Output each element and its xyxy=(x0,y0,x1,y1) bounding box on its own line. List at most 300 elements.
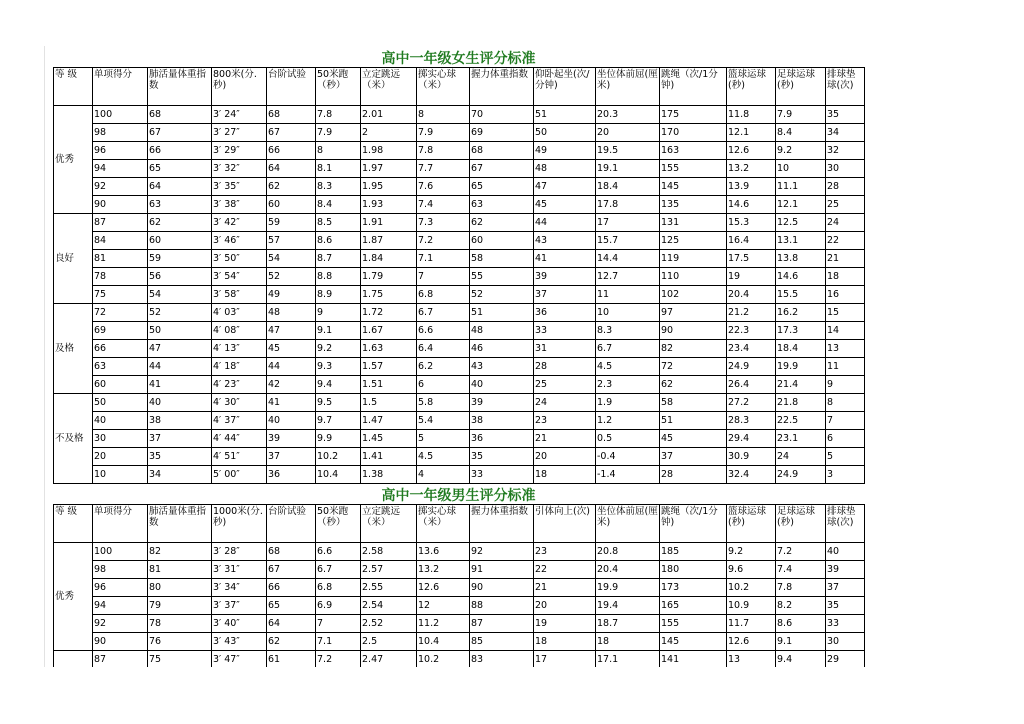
column-header: 握力体重指数 xyxy=(470,505,534,543)
table-cell: 1.45 xyxy=(361,430,417,448)
table-cell: 69 xyxy=(93,322,148,340)
table-cell: 62 xyxy=(148,214,212,232)
column-header: 肺活量体重指数 xyxy=(148,68,212,106)
table-cell: 45 xyxy=(534,196,596,214)
table-cell: 175 xyxy=(660,106,727,124)
table-row xyxy=(54,358,865,376)
table-cell: 75 xyxy=(148,651,212,669)
table-cell: 11.7 xyxy=(727,615,776,633)
table-row xyxy=(54,106,865,124)
table-cell: 9.4 xyxy=(776,651,826,669)
table-cell: 2.3 xyxy=(596,376,660,394)
table-cell: 16 xyxy=(826,286,865,304)
table-cell: 17.3 xyxy=(776,322,826,340)
table-cell: 11 xyxy=(826,358,865,376)
table-row xyxy=(54,633,865,651)
table-cell: 65 xyxy=(148,160,212,178)
table-cell: 15.3 xyxy=(727,214,776,232)
table-cell: 68 xyxy=(267,543,316,561)
table-cell: 9.2 xyxy=(776,142,826,160)
table-cell: 5.8 xyxy=(417,394,470,412)
table-cell: 10 xyxy=(93,466,148,484)
table-cell: 98 xyxy=(93,124,148,142)
table-cell: 13 xyxy=(727,651,776,669)
table-cell: 18 xyxy=(596,633,660,651)
table-cell: 21 xyxy=(534,430,596,448)
table-cell: 5.4 xyxy=(417,412,470,430)
table-cell: 9.4 xyxy=(316,376,361,394)
table-cell: 10.2 xyxy=(316,448,361,466)
table-cell: 1.67 xyxy=(361,322,417,340)
table-cell: 40 xyxy=(148,394,212,412)
table-cell: 9.9 xyxy=(316,430,361,448)
table-cell: 10.4 xyxy=(316,466,361,484)
table-cell: 18.4 xyxy=(596,178,660,196)
table-cell: 6.9 xyxy=(316,597,361,615)
table-cell: 65 xyxy=(470,178,534,196)
table-cell: 9.2 xyxy=(316,340,361,358)
table-cell: 63 xyxy=(93,358,148,376)
table-cell: 66 xyxy=(148,142,212,160)
table-cell: 3′ 46″ xyxy=(212,232,267,250)
table-row xyxy=(54,448,865,466)
table-cell: 145 xyxy=(660,178,727,196)
table-cell: 19 xyxy=(727,268,776,286)
table-cell: 1.79 xyxy=(361,268,417,286)
table-cell: 45 xyxy=(267,340,316,358)
table-cell: 24 xyxy=(776,448,826,466)
column-header: 立定跳远（米） xyxy=(361,68,417,106)
column-header: 篮球运球(秒) xyxy=(727,505,776,543)
table-cell: 69 xyxy=(470,124,534,142)
table-cell: 4′ 23″ xyxy=(212,376,267,394)
column-header: 单项得分 xyxy=(93,68,148,106)
table-cell: 35 xyxy=(826,597,865,615)
table-cell: 64 xyxy=(267,160,316,178)
table-cell: 6.4 xyxy=(417,340,470,358)
table-cell: 2 xyxy=(361,124,417,142)
table-cell: 9.1 xyxy=(776,633,826,651)
table-cell: 24 xyxy=(826,214,865,232)
table-cell: 17 xyxy=(534,651,596,669)
table-cell: 3′ 42″ xyxy=(212,214,267,232)
table-cell: 15 xyxy=(826,304,865,322)
table-cell: 58 xyxy=(660,394,727,412)
table-cell: 84 xyxy=(93,232,148,250)
table-cell: 8.3 xyxy=(596,322,660,340)
table-cell: 8 xyxy=(417,106,470,124)
table-cell: 173 xyxy=(660,579,727,597)
boys-scoring-table xyxy=(53,504,865,669)
table-cell: 3′ 37″ xyxy=(212,597,267,615)
table-cell: 13.9 xyxy=(727,178,776,196)
table-cell: 48 xyxy=(470,322,534,340)
column-header: 足球运球(秒) xyxy=(776,68,826,106)
table-cell: 52 xyxy=(470,286,534,304)
table-cell: 12.1 xyxy=(727,124,776,142)
girls-header-row xyxy=(54,68,865,106)
table-cell: 48 xyxy=(267,304,316,322)
table-cell: 94 xyxy=(93,160,148,178)
table-cell: 81 xyxy=(148,561,212,579)
table-cell: 23.4 xyxy=(727,340,776,358)
column-header: 握力体重指数 xyxy=(470,68,534,106)
table-cell: 14.6 xyxy=(727,196,776,214)
table-cell: 163 xyxy=(660,142,727,160)
table-cell: 63 xyxy=(148,196,212,214)
table-cell: 17.8 xyxy=(596,196,660,214)
table-cell: 1.63 xyxy=(361,340,417,358)
table-cell: 60 xyxy=(267,196,316,214)
table-cell: 1.47 xyxy=(361,412,417,430)
table-cell: 32.4 xyxy=(727,466,776,484)
table-cell: 25 xyxy=(534,376,596,394)
table-cell: 62 xyxy=(267,178,316,196)
table-cell: 14.4 xyxy=(596,250,660,268)
table-cell: 37 xyxy=(660,448,727,466)
table-cell: 85 xyxy=(470,633,534,651)
table-cell: 8.6 xyxy=(776,615,826,633)
table-cell: 87 xyxy=(93,214,148,232)
table-cell: 12.6 xyxy=(727,142,776,160)
table-cell: 90 xyxy=(93,196,148,214)
table-cell: 36 xyxy=(470,430,534,448)
table-cell: 67 xyxy=(267,561,316,579)
table-cell: 4.5 xyxy=(596,358,660,376)
table-cell: 12.5 xyxy=(776,214,826,232)
column-header: 坐位体前屈(厘米) xyxy=(596,505,660,543)
table-cell: 4.5 xyxy=(417,448,470,466)
table-cell: 78 xyxy=(93,268,148,286)
table-cell: 90 xyxy=(93,633,148,651)
table-cell: 1.97 xyxy=(361,160,417,178)
table-cell: 52 xyxy=(148,304,212,322)
table-cell: 34 xyxy=(826,124,865,142)
table-cell: 40 xyxy=(470,376,534,394)
column-header: 仰卧起坐(次/分钟) xyxy=(534,68,596,106)
table-cell: 58 xyxy=(470,250,534,268)
grade-cell: 及格 xyxy=(54,304,93,394)
table-cell: 98 xyxy=(93,561,148,579)
table-cell: 7.4 xyxy=(776,561,826,579)
table-cell: 125 xyxy=(660,232,727,250)
girls-table-title: 高中一年级女生评分标准 xyxy=(381,51,536,67)
table-cell: 59 xyxy=(148,250,212,268)
table-cell: 5 xyxy=(417,430,470,448)
table-row xyxy=(54,651,865,669)
table-cell: 4′ 08″ xyxy=(212,322,267,340)
table-cell: 38 xyxy=(470,412,534,430)
table-cell: 22.3 xyxy=(727,322,776,340)
table-cell: 1.93 xyxy=(361,196,417,214)
table-cell: 60 xyxy=(148,232,212,250)
table-cell: 36 xyxy=(534,304,596,322)
table-cell: 43 xyxy=(470,358,534,376)
table-cell: 9 xyxy=(826,376,865,394)
table-cell: 82 xyxy=(148,543,212,561)
column-header: 排球垫球(次) xyxy=(826,68,865,106)
table-cell: 50 xyxy=(534,124,596,142)
table-cell: 9.6 xyxy=(727,561,776,579)
table-cell: 25 xyxy=(826,196,865,214)
table-cell: 57 xyxy=(267,232,316,250)
column-header: 足球运球(秒) xyxy=(776,505,826,543)
table-cell: 19 xyxy=(534,615,596,633)
table-cell: 3′ 27″ xyxy=(212,124,267,142)
table-cell: 47 xyxy=(148,340,212,358)
table-cell: 6.2 xyxy=(417,358,470,376)
table-cell: 2.5 xyxy=(361,633,417,651)
column-header: 掷实心球（米） xyxy=(417,505,470,543)
table-cell: 19.4 xyxy=(596,597,660,615)
table-cell: 72 xyxy=(93,304,148,322)
table-cell: 12.6 xyxy=(417,579,470,597)
page-margin-line xyxy=(44,46,45,686)
table-row xyxy=(54,124,865,142)
table-cell: 50 xyxy=(148,322,212,340)
table-cell: 63 xyxy=(470,196,534,214)
table-cell: 27.2 xyxy=(727,394,776,412)
table-cell: 54 xyxy=(267,250,316,268)
table-cell: 1.87 xyxy=(361,232,417,250)
table-cell: 37 xyxy=(267,448,316,466)
table-cell: 8.1 xyxy=(316,160,361,178)
table-cell: 2.01 xyxy=(361,106,417,124)
column-header: 800米(分.秒) xyxy=(212,68,267,106)
table-cell: 15.5 xyxy=(776,286,826,304)
table-cell: 21.2 xyxy=(727,304,776,322)
table-cell: 13.2 xyxy=(417,561,470,579)
table-cell: 72 xyxy=(660,358,727,376)
table-cell: 8.9 xyxy=(316,286,361,304)
table-cell: 40 xyxy=(267,412,316,430)
table-cell: 100 xyxy=(93,543,148,561)
table-cell: 35 xyxy=(826,106,865,124)
table-cell: 24.9 xyxy=(727,358,776,376)
table-cell: 11 xyxy=(596,286,660,304)
table-cell: 9.2 xyxy=(727,543,776,561)
table-cell: 7.8 xyxy=(417,142,470,160)
table-cell: 50 xyxy=(93,394,148,412)
table-cell: 90 xyxy=(660,322,727,340)
table-cell: 28 xyxy=(826,178,865,196)
table-cell: 3 xyxy=(826,466,865,484)
table-cell: 52 xyxy=(267,268,316,286)
table-cell: 39 xyxy=(267,430,316,448)
table-cell: 12.6 xyxy=(727,633,776,651)
table-cell: 18 xyxy=(826,268,865,286)
table-cell: 30 xyxy=(826,160,865,178)
column-header: 等 级 xyxy=(54,68,93,106)
table-cell: 7.2 xyxy=(316,651,361,669)
table-cell: 79 xyxy=(148,597,212,615)
table-row xyxy=(54,376,865,394)
table-cell: 3′ 28″ xyxy=(212,543,267,561)
table-cell: 96 xyxy=(93,142,148,160)
table-cell: 66 xyxy=(267,142,316,160)
table-cell: 10.2 xyxy=(417,651,470,669)
table-cell: 3′ 32″ xyxy=(212,160,267,178)
table-cell: 102 xyxy=(660,286,727,304)
table-cell: 7.9 xyxy=(776,106,826,124)
table-cell: 3′ 24″ xyxy=(212,106,267,124)
table-cell: 11.2 xyxy=(417,615,470,633)
column-header: 等 级 xyxy=(54,505,93,543)
table-cell: 7.1 xyxy=(316,633,361,651)
table-cell: 30 xyxy=(93,430,148,448)
table-cell: 20 xyxy=(596,124,660,142)
table-cell: 20.3 xyxy=(596,106,660,124)
table-cell: 38 xyxy=(148,412,212,430)
table-cell: 10.2 xyxy=(727,579,776,597)
girls-table-body xyxy=(54,106,865,484)
table-cell: 43 xyxy=(534,232,596,250)
boys-table-title: 高中一年级男生评分标准 xyxy=(381,488,536,504)
column-header: 1000米(分.秒) xyxy=(212,505,267,543)
table-cell: 24.9 xyxy=(776,466,826,484)
table-cell: 62 xyxy=(267,633,316,651)
table-cell: 20 xyxy=(534,448,596,466)
table-cell: 4′ 03″ xyxy=(212,304,267,322)
table-cell: 31 xyxy=(534,340,596,358)
table-cell: 22.5 xyxy=(776,412,826,430)
table-cell: 12.1 xyxy=(776,196,826,214)
table-cell: 7.8 xyxy=(776,579,826,597)
table-cell: 22 xyxy=(826,232,865,250)
table-cell: 6.7 xyxy=(596,340,660,358)
table-cell: 7 xyxy=(417,268,470,286)
table-cell: 68 xyxy=(267,106,316,124)
table-cell: 18 xyxy=(534,466,596,484)
table-cell: 45 xyxy=(660,430,727,448)
table-cell: 18.7 xyxy=(596,615,660,633)
table-cell: 7.9 xyxy=(316,124,361,142)
table-cell: 44 xyxy=(534,214,596,232)
table-cell: 14.6 xyxy=(776,268,826,286)
table-cell: 4′ 37″ xyxy=(212,412,267,430)
table-cell: 28.3 xyxy=(727,412,776,430)
table-cell: 28 xyxy=(534,358,596,376)
table-cell: 40 xyxy=(93,412,148,430)
table-cell: 66 xyxy=(267,579,316,597)
table-cell: 20 xyxy=(534,597,596,615)
table-cell: 7.3 xyxy=(417,214,470,232)
table-cell: 39 xyxy=(470,394,534,412)
table-cell: 7.2 xyxy=(417,232,470,250)
table-cell: 30 xyxy=(826,633,865,651)
table-cell: 37 xyxy=(826,579,865,597)
table-cell: 7.8 xyxy=(316,106,361,124)
table-cell: 2.54 xyxy=(361,597,417,615)
table-cell: 24 xyxy=(534,394,596,412)
column-header: 台阶试验 xyxy=(267,505,316,543)
table-cell: 7 xyxy=(826,412,865,430)
table-cell: 3′ 47″ xyxy=(212,651,267,669)
table-cell: 12 xyxy=(417,597,470,615)
table-cell: 65 xyxy=(267,597,316,615)
table-cell: 19.9 xyxy=(596,579,660,597)
table-row xyxy=(54,268,865,286)
table-cell: 9.7 xyxy=(316,412,361,430)
table-row xyxy=(54,160,865,178)
table-cell: 180 xyxy=(660,561,727,579)
table-cell: 10.9 xyxy=(727,597,776,615)
table-cell: 8.4 xyxy=(316,196,361,214)
table-cell: 87 xyxy=(470,615,534,633)
table-cell: 13.8 xyxy=(776,250,826,268)
table-cell: 42 xyxy=(267,376,316,394)
grade-cell: 不及格 xyxy=(54,394,93,484)
table-cell: 51 xyxy=(660,412,727,430)
table-cell: 88 xyxy=(470,597,534,615)
table-row xyxy=(54,232,865,250)
table-cell: 76 xyxy=(148,633,212,651)
column-header: 篮球运球(秒) xyxy=(727,68,776,106)
table-cell: 54 xyxy=(148,286,212,304)
table-cell: 8.5 xyxy=(316,214,361,232)
column-header: 坐位体前屈(厘米) xyxy=(596,68,660,106)
table-cell: 20.4 xyxy=(596,561,660,579)
table-cell: 33 xyxy=(534,322,596,340)
table-cell: 64 xyxy=(267,615,316,633)
table-cell: 6 xyxy=(417,376,470,394)
table-cell: 44 xyxy=(267,358,316,376)
table-cell: 1.72 xyxy=(361,304,417,322)
boys-header-row xyxy=(54,505,865,543)
table-cell: 9 xyxy=(316,304,361,322)
table-row xyxy=(54,615,865,633)
table-cell: 7.2 xyxy=(776,543,826,561)
table-cell: 10 xyxy=(776,160,826,178)
table-cell: 110 xyxy=(660,268,727,286)
column-header: 引体向上(次) xyxy=(534,505,596,543)
table-cell: 23 xyxy=(534,412,596,430)
table-cell: 56 xyxy=(148,268,212,286)
table-cell: 185 xyxy=(660,543,727,561)
table-cell: 1.38 xyxy=(361,466,417,484)
table-cell: 7.7 xyxy=(417,160,470,178)
table-row xyxy=(54,250,865,268)
table-cell: 81 xyxy=(93,250,148,268)
table-cell: 34 xyxy=(148,466,212,484)
table-cell: 1.2 xyxy=(596,412,660,430)
table-cell: 78 xyxy=(148,615,212,633)
table-cell: 67 xyxy=(267,124,316,142)
table-cell: 14 xyxy=(826,322,865,340)
table-cell: 67 xyxy=(470,160,534,178)
table-cell: 1.75 xyxy=(361,286,417,304)
table-cell: 55 xyxy=(470,268,534,286)
table-cell: 7.4 xyxy=(417,196,470,214)
table-cell: 3′ 58″ xyxy=(212,286,267,304)
table-cell: 9.1 xyxy=(316,322,361,340)
table-cell: 92 xyxy=(93,615,148,633)
table-cell: 1.5 xyxy=(361,394,417,412)
table-cell: 33 xyxy=(826,615,865,633)
table-cell: 41 xyxy=(148,376,212,394)
table-cell: 16.4 xyxy=(727,232,776,250)
table-cell: 5′ 00″ xyxy=(212,466,267,484)
table-cell: 11.8 xyxy=(727,106,776,124)
table-cell: 5 xyxy=(826,448,865,466)
table-cell: 7 xyxy=(316,615,361,633)
table-cell: 3′ 34″ xyxy=(212,579,267,597)
table-cell: 21.8 xyxy=(776,394,826,412)
table-cell: 4′ 44″ xyxy=(212,430,267,448)
table-cell: 7.9 xyxy=(417,124,470,142)
table-cell: 80 xyxy=(148,579,212,597)
boys-table-body xyxy=(54,543,865,669)
